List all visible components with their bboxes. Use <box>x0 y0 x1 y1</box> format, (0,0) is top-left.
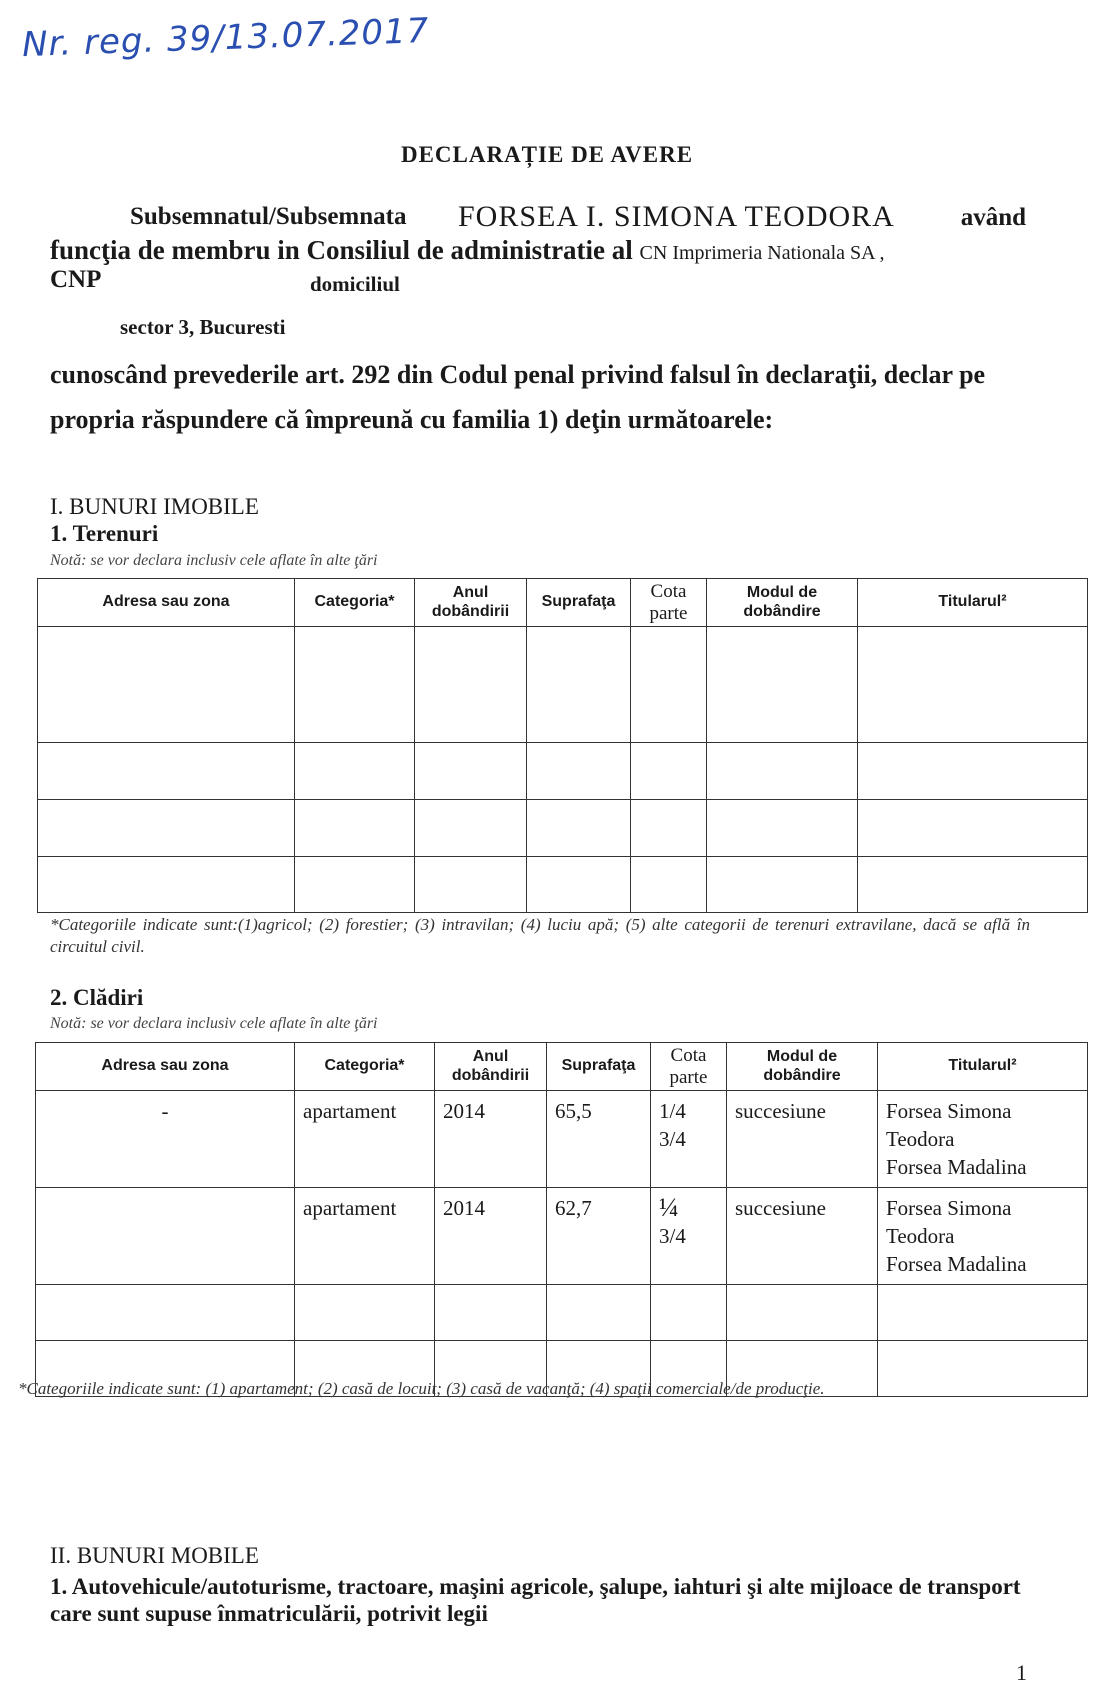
function-text: funcţia de membru in Consiliul de administratie al <box>50 235 633 265</box>
cell-modul: succesiune <box>727 1188 878 1285</box>
function-line <box>50 235 884 266</box>
col-categoria: Categoria* <box>295 1043 435 1091</box>
subsemnatul-label: Subsemnatul/Subsemnata <box>130 203 407 230</box>
table-row <box>36 1285 1088 1341</box>
cell-suprafata: 65,5 <box>547 1091 651 1188</box>
cell-cota <box>651 1188 727 1285</box>
col-titular: Titularul² <box>878 1043 1088 1091</box>
titular-line: Forsea Simona <box>886 1099 1012 1123</box>
cell-anul: 2014 <box>435 1091 547 1188</box>
titular-line: Forsea Madalina <box>886 1155 1027 1179</box>
titular-line: Teodora <box>886 1127 955 1151</box>
registration-number-handwritten: Nr. reg. 39/13.07.2017 <box>21 10 430 66</box>
section2-title: II. BUNURI MOBILE <box>50 1543 259 1568</box>
page-number: 1 <box>1016 1660 1027 1685</box>
col-cota: Cota parte <box>651 1043 727 1091</box>
col-modul: Modul de dobândire <box>707 579 858 627</box>
cnp-label: CNP <box>50 266 102 293</box>
institution-name: CN Imprimeria Nationala SA , <box>639 242 885 264</box>
titular-line: Forsea Simona <box>886 1196 1012 1220</box>
col-anul: Anul dobândirii <box>415 579 527 627</box>
cell-categoria: apartament <box>295 1091 435 1188</box>
col-anul: Anul dobândirii <box>435 1043 547 1091</box>
cladiri-nota: Notă: se vor declara inclusiv cele aflate în alte ţări <box>50 1015 378 1032</box>
table-row <box>36 1091 1088 1188</box>
cell-adresa <box>36 1188 295 1285</box>
declaration-paragraph-line1: cunoscând prevederile art. 292 din Codul penal privind falsul în declaraţii, declar pe <box>50 360 986 389</box>
section2-sub1: 1. Autovehicule/autoturisme, tractoare, maşini agricole, şalupe, iahturi şi alte mijloace de transport care sunt supuse înmatriculării, potrivit legii <box>50 1574 1021 1626</box>
terenuri-table <box>37 578 1088 913</box>
terenuri-footnote: *Categoriile indicate sunt:(1)agricol; (2) forestier; (3) intravilan; (4) luciu apă; (5) alte categorii de terenuri extravilane, dacă se află în circuitul civil. <box>50 915 1030 956</box>
cell-suprafata: 62,7 <box>547 1188 651 1285</box>
cladiri-footnote: *Categoriile indicate sunt: (1) apartament; (2) casă de locuit; (3) casă de vacanţă; (4) spaţii comerciale/de producţie. <box>18 1379 825 1398</box>
section1-title: I. BUNURI IMOBILE <box>50 494 259 519</box>
col-suprafata: Suprafaţa <box>547 1043 651 1091</box>
cell-anul: 2014 <box>435 1188 547 1285</box>
cell-adresa: - <box>36 1091 295 1188</box>
col-titular: Titularul² <box>858 579 1088 627</box>
terenuri-header-row <box>38 579 1088 627</box>
address-text: sector 3, Bucuresti <box>120 315 286 339</box>
cell-cota <box>651 1091 727 1188</box>
document-title: DECLARAȚIE DE AVERE <box>400 142 694 167</box>
col-adresa: Adresa sau zona <box>36 1043 295 1091</box>
col-modul: Modul de dobândire <box>727 1043 878 1091</box>
table-row <box>38 857 1088 913</box>
terenuri-nota: Notă: se vor declara inclusiv cele aflate în alte ţări <box>50 552 378 569</box>
declarant-name: FORSEA I. SIMONA TEODORA <box>458 200 895 233</box>
col-suprafata: Suprafaţa <box>527 579 631 627</box>
titular-line: Forsea Madalina <box>886 1252 1027 1276</box>
col-cota: Cota parte <box>631 579 707 627</box>
table-row <box>36 1188 1088 1285</box>
table-row <box>38 800 1088 857</box>
terenuri-title: 1. Terenuri <box>50 521 159 546</box>
col-categoria: Categoria* <box>295 579 415 627</box>
declaration-paragraph-line2: propria răspundere că împreună cu familia 1) deţin următoarele: <box>50 405 774 434</box>
cota-line: 1/4 <box>659 1099 686 1123</box>
cota-line: 3/4 <box>659 1127 686 1151</box>
col-adresa: Adresa sau zona <box>38 579 295 627</box>
cell-categoria: apartament <box>295 1188 435 1285</box>
cell-modul: succesiune <box>727 1091 878 1188</box>
cladiri-header-row <box>36 1043 1088 1091</box>
table-row <box>38 627 1088 743</box>
cell-titular <box>878 1188 1088 1285</box>
cota-line: ¼ <box>659 1193 679 1222</box>
cota-line: 3/4 <box>659 1224 686 1248</box>
domiciliul-label: domiciliul <box>310 272 400 296</box>
avand-text: având <box>960 204 1026 231</box>
table-row <box>38 743 1088 800</box>
cladiri-table <box>35 1042 1088 1397</box>
titular-line: Teodora <box>886 1224 955 1248</box>
cell-titular <box>878 1091 1088 1188</box>
cladiri-title: 2. Clădiri <box>50 985 144 1010</box>
